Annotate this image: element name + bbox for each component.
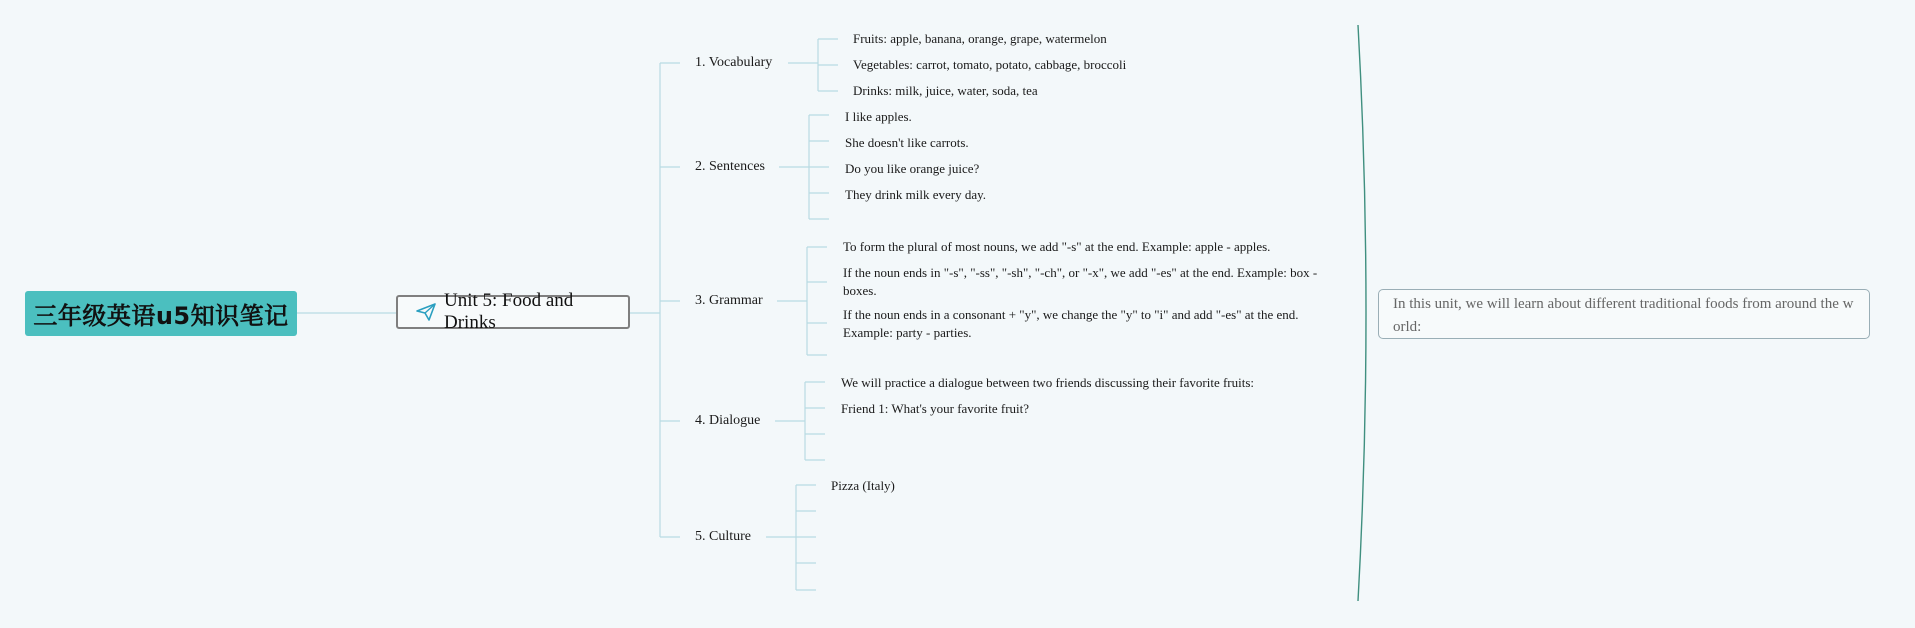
branch-vocabulary[interactable]: 1. Vocabulary xyxy=(695,55,773,70)
summary-text: In this unit, we will learn about different traditional foods from around the world: xyxy=(1393,296,1854,335)
branch-grammar[interactable]: 3. Grammar xyxy=(695,293,763,308)
culture-item[interactable]: Pizza (Italy) xyxy=(831,478,895,493)
grammar-rule-plural-s[interactable]: To form the plural of most nouns, we add "-s" at the end. Example: apple - apples. xyxy=(843,239,1271,254)
sentence-item[interactable]: Do you like orange juice? xyxy=(845,161,980,176)
vocabulary-fruits[interactable]: Fruits: apple, banana, orange, grape, watermelon xyxy=(853,31,1107,46)
sentence-item[interactable]: I like apples. xyxy=(845,109,912,124)
central-topic[interactable] xyxy=(396,290,630,333)
vocabulary-drinks[interactable]: Drinks: milk, juice, water, soda, tea xyxy=(853,83,1038,98)
branch-dialogue[interactable]: 4. Dialogue xyxy=(695,413,761,428)
vocabulary-vegetables[interactable]: Vegetables: carrot, tomato, potato, cabbage, broccoli xyxy=(853,57,1127,72)
dialogue-line[interactable]: Friend 1: What's your favorite fruit? xyxy=(841,401,1030,416)
root-topic[interactable] xyxy=(25,291,297,336)
sentence-item[interactable]: They drink milk every day. xyxy=(845,187,987,202)
branch-culture[interactable]: 5. Culture xyxy=(695,529,751,544)
root-topic-title: 三年级英语u5知识笔记 xyxy=(33,302,289,330)
grammar-rule-plural-ies[interactable]: If the noun ends in a consonant + "y", we change the "y" to "i" and add "-es" at the end. Example: party - parties. xyxy=(843,307,1299,340)
grammar-rule-plural-es[interactable]: If the noun ends in "-s", "-ss", "-sh", "-ch", or "-x", we add "-es" at the end. Example: box - boxes. xyxy=(843,265,1318,298)
sentence-item[interactable]: She doesn't like carrots. xyxy=(845,135,969,150)
branch-sentences[interactable]: 2. Sentences xyxy=(695,159,765,174)
central-topic-title: Unit 5: Food and Drinks xyxy=(444,290,574,333)
paper-plane-icon xyxy=(416,303,436,321)
dialogue-intro[interactable]: We will practice a dialogue between two friends discussing their favorite fruits: xyxy=(841,375,1255,390)
summary-box[interactable] xyxy=(1378,289,1870,339)
